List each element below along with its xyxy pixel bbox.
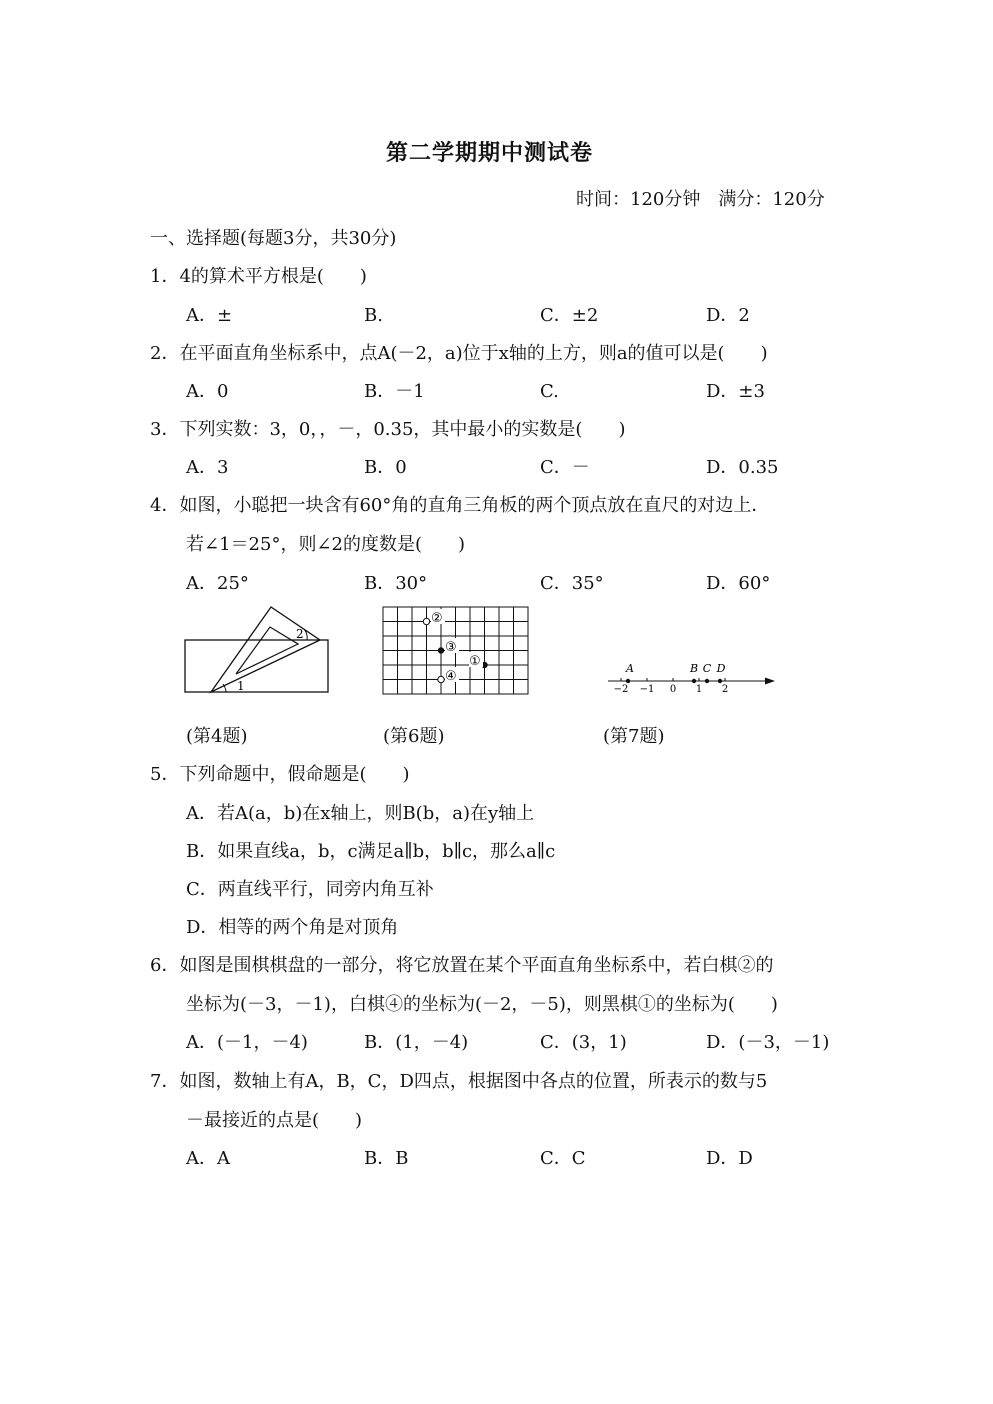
question-6-option-d: D．(－3，－1)	[706, 1032, 830, 1053]
tick-label-2: 2	[721, 684, 729, 695]
question-2-option-b: B．－1	[364, 381, 425, 402]
white-stone-4	[438, 676, 444, 682]
question-7-stem-line-2: －最接近的点是( )	[186, 1110, 363, 1131]
question-3-option-c: C．－	[540, 457, 590, 478]
question-7-option-b: B．B	[364, 1148, 409, 1169]
stone-label-4: ④	[445, 669, 457, 684]
question-4-option-c: C．35°	[540, 573, 604, 594]
tick-label-neg-1: −1	[639, 684, 655, 695]
question-2-option-a: A．0	[186, 381, 229, 402]
point-d	[718, 679, 722, 683]
question-6-stem-line-2: 坐标为(－3，－1)，白棋④的坐标为(－2，－5)，则黑棋①的坐标为( )	[186, 994, 778, 1015]
figure-6-go-board	[380, 604, 532, 698]
question-6-option-c: C．(3，1)	[540, 1032, 627, 1053]
question-3-option-a: A．3	[186, 457, 229, 478]
question-2-option-c: C.	[540, 381, 559, 402]
ruler-outline	[185, 640, 328, 692]
question-6-option-b: B．(1，－4)	[364, 1032, 469, 1053]
triangle-outer	[211, 607, 320, 692]
question-4-option-a: A．25°	[186, 573, 249, 594]
stone-label-1: ①	[469, 654, 481, 669]
question-4-option-d: D．60°	[706, 573, 771, 594]
axis-arrow-icon	[765, 678, 775, 685]
tick-label-1: 1	[695, 684, 703, 695]
question-4-stem-line-2: 若∠1＝25°，则∠2的度数是( )	[186, 534, 466, 555]
caption-figure-4: (第4题)	[186, 726, 248, 747]
exam-meta: 时间：120分钟 满分：120分	[576, 189, 825, 210]
point-c-label: C	[702, 662, 712, 675]
point-a	[626, 679, 630, 683]
question-7-option-c: C．C	[540, 1148, 586, 1169]
question-2-stem: 2．在平面直角坐标系中，点A(－2，a)位于x轴的上方，则a的值可以是( )	[150, 343, 768, 364]
question-3-stem: 3．下列实数：3，0，，－，0.35，其中最小的实数是( )	[150, 419, 626, 440]
question-7-option-a: A．A	[186, 1148, 230, 1169]
page-title: 第二学期期中测试卷	[386, 140, 594, 166]
question-1-option-c: C．±2	[540, 305, 599, 326]
point-b-label: B	[689, 662, 699, 675]
question-5-option-d: D．相等的两个角是对顶角	[186, 917, 399, 938]
question-3-option-d: D．0.35	[706, 457, 779, 478]
point-a-label: A	[626, 662, 634, 675]
tick-label-0: 0	[669, 684, 677, 695]
figure-7-number-line	[603, 660, 778, 696]
question-5-stem: 5．下列命题中，假命题是( )	[150, 764, 410, 785]
question-3-option-b: B．0	[364, 457, 407, 478]
triangle-inner	[236, 627, 298, 674]
question-4-option-b: B．30°	[364, 573, 428, 594]
question-6-stem-line-1: 6．如图是围棋棋盘的一部分，将它放置在某个平面直角坐标系中，若白棋②的	[150, 955, 774, 976]
question-7-option-d: D．D	[706, 1148, 753, 1169]
question-1-option-a: A．±	[186, 305, 233, 326]
figure-4-ruler-triangle	[180, 600, 335, 698]
point-d-label: D	[716, 662, 726, 675]
caption-figure-7: (第7题)	[603, 726, 665, 747]
question-7-stem-line-1: 7．如图，数轴上有A，B，C，D四点，根据图中各点的位置，所表示的数与5	[150, 1071, 768, 1092]
question-1-stem: 1．4的算术平方根是( )	[150, 266, 367, 287]
point-b	[692, 679, 696, 683]
question-1-option-d: D．2	[706, 305, 750, 326]
question-5-option-b: B．如果直线a，b，c满足a∥b，b∥c，那么a∥c	[186, 841, 556, 862]
question-6-option-a: A．(－1，－4)	[186, 1032, 308, 1053]
question-4-stem-line-1: 4．如图，小聪把一块含有60°角的直角三角板的两个顶点放在直尺的对边上．	[150, 495, 770, 516]
angle-1-label: 1	[237, 679, 245, 693]
question-2-option-d: D．±3	[706, 381, 765, 402]
stone-label-2: ②	[431, 611, 443, 626]
section-heading: 一、选择题(每题3分，共30分)	[150, 228, 397, 249]
question-5-option-c: C．两直线平行，同旁内角互补	[186, 879, 434, 900]
point-c	[705, 679, 709, 683]
white-stone-2	[423, 618, 429, 624]
black-stone-3	[438, 647, 444, 653]
question-5-option-a: A．若A(a，b)在x轴上，则B(b，a)在y轴上	[186, 803, 535, 824]
tick-label-neg-2: −2	[613, 684, 629, 695]
question-1-option-b: B.	[364, 305, 383, 326]
caption-figure-6: (第6题)	[383, 726, 445, 747]
stone-label-3: ③	[445, 640, 457, 655]
angle-2-label: 2	[296, 627, 304, 641]
